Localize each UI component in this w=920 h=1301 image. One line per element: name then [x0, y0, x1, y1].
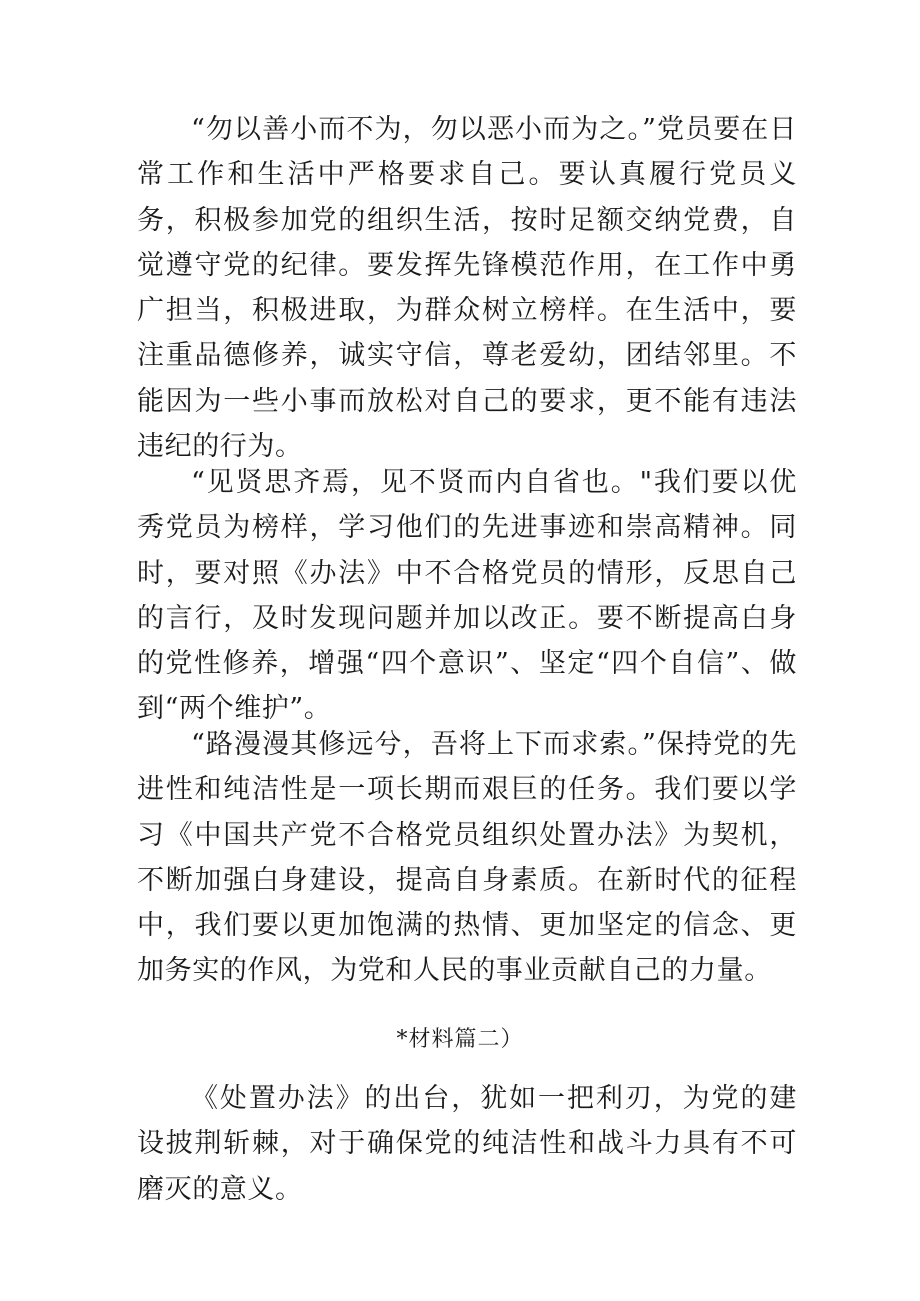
paragraph-2: “见贤思齐焉，见不贤而内自省也。"我们要以优秀党员为榜样，学习他们的先进事迹和崇高精神。同时，要对照《办法》中不合格党员的情形，反思自己的言行，及时发现问题并加以改正。要不断提高白身的党性修养，增强“四个意识”、坚定“四个自信”、做到“两个维护”。: [137, 467, 797, 725]
paragraph-1: “勿以善小而不为，勿以恶小而为之。”党员要在日常工作和生活中严格要求自己。要认真履行党员义务，积极参加党的组织生活，按时足额交纳党费，自觉遵守党的纪律。要发挥先锋模范作用，在工作中勇广担当，积极进取，为群众树立榜样。在生活中，要注重品德修养，诚实守信，尊老爱幼，团结邻里。不能因为一些小事而放松对自己的要求，更不能有违法违纪的行为。: [137, 114, 797, 463]
paragraph-3: “路漫漫其修远兮，吾将上下而求索。”保持党的先进性和纯洁性是一项长期而艰巨的任务。我们要以学习《中国共产党不合格党员组织处置办法》为契机，不断加强白身建设，提高自身素质。在新时代的征程中，我们要以更加饱满的热情、更加坚定的信念、更加务实的作风，为党和人民的事业贡献自己的力量。: [137, 729, 797, 987]
section-heading: *材料篇二）: [396, 1027, 524, 1052]
paragraph-4: 《处置办法》的出台，犹如一把利刃，为党的建设披荆斩棘，对于确保党的纯洁性和战斗力具有不可磨灭的意义。: [137, 1083, 797, 1205]
